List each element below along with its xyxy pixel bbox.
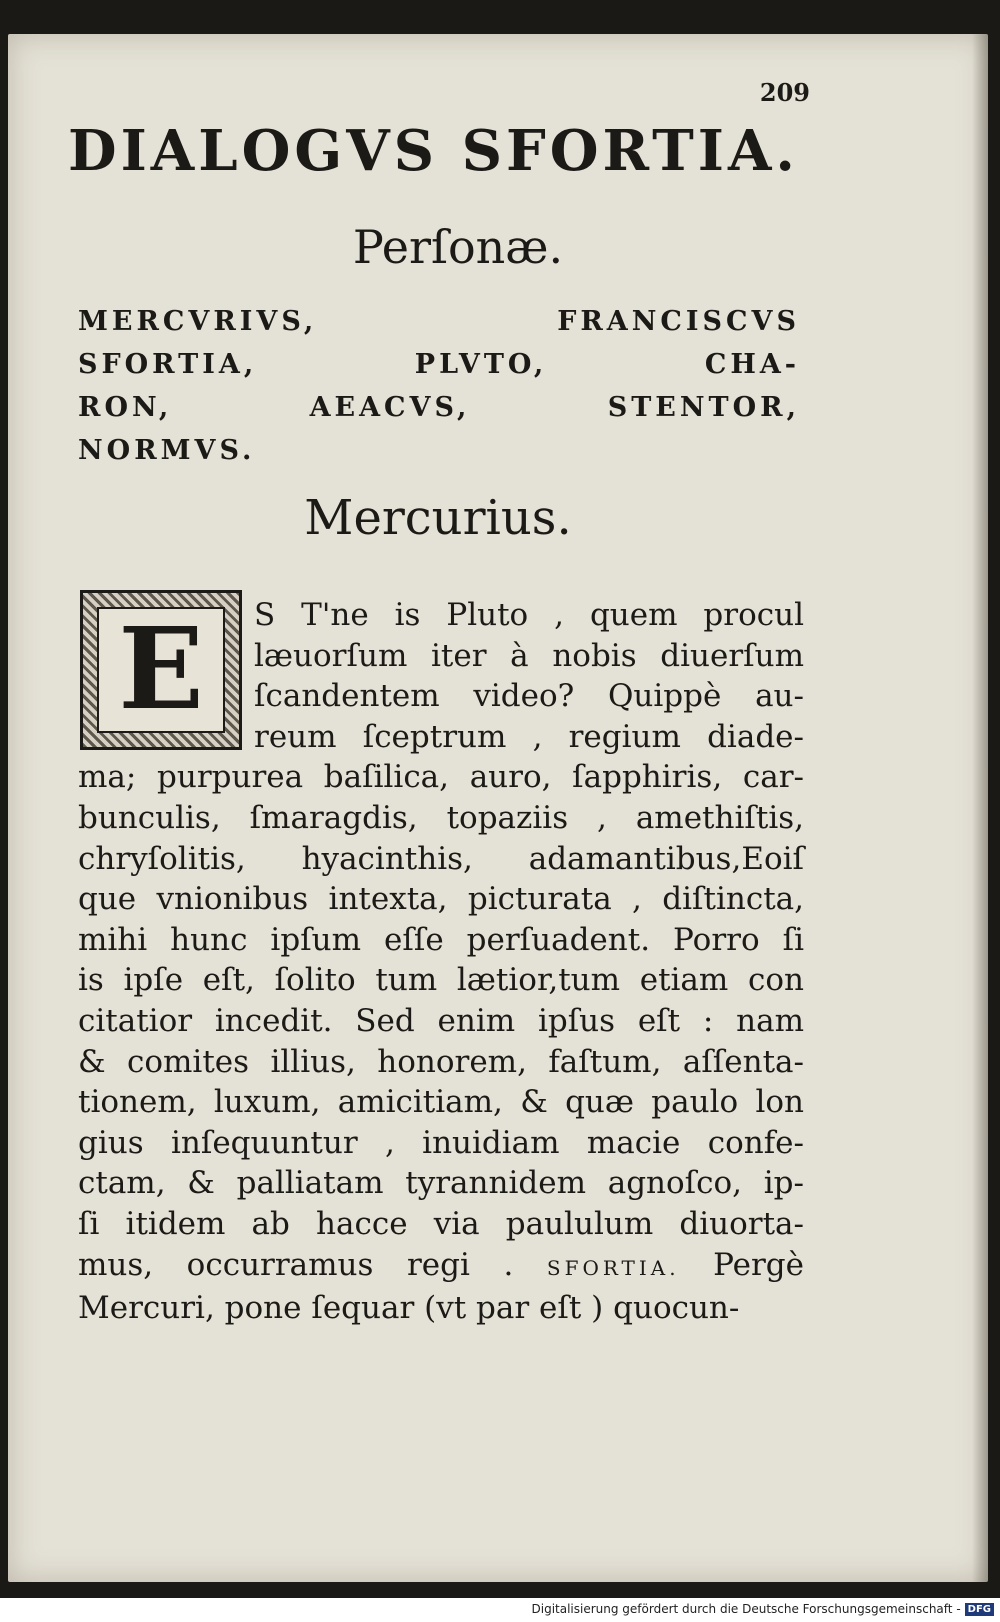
characters-line: MERCVRIVS, FRANCISCVS — [78, 306, 800, 337]
body-line: & comites illius, honorem, faſtum, aſſenta- — [78, 1043, 804, 1080]
body-text-segment: mus, occurramus regi . — [78, 1246, 547, 1283]
characters-line: RON, AEACVS, STENTOR, — [78, 392, 800, 423]
page-title: DIALOGVS SFORTIA. — [68, 118, 799, 184]
body-line: tionem, luxum, amicitiam, & quæ paulo lon — [78, 1084, 804, 1121]
page-number: 209 — [759, 78, 810, 107]
body-line-speaker-change — [78, 1245, 804, 1289]
body-line: ſi itidem ab hacce via paululum diuorta- — [78, 1205, 804, 1242]
body-line: mihi hunc ipſum eſſe perſuadent. Porro ſi — [78, 921, 804, 958]
characters-list — [78, 300, 800, 472]
personae-heading: Perſonæ. — [352, 220, 564, 274]
body-line: Mercuri, pone ſequar (vt par eſt ) quocun- — [78, 1290, 740, 1327]
characters-line: SFORTIA, PLVTO, CHA- — [78, 349, 800, 380]
drop-cap-letter: E — [118, 604, 204, 735]
digitization-credit — [532, 1602, 995, 1616]
body-line: ctam, & palliatam tyrannidem agnoſco, ip- — [78, 1165, 804, 1202]
body-line: citatior incedit. Sed enim ipſus eſt : nam — [78, 1002, 804, 1039]
body-line: bunculis, ſmaragdis, topaziis , amethiſtis, — [78, 799, 804, 836]
body-line: S T'ne is Pluto , quem procul — [254, 597, 804, 633]
body-line: læuorſum iter à nobis diuerſum — [254, 637, 804, 674]
speaker-heading: Mercurius. — [304, 490, 572, 546]
credit-text: Digitalisierung gefördert durch die Deutsche Forschungsgemeinschaft - — [531, 1602, 961, 1616]
body-line: reum ſceptrum , regium diade- — [254, 718, 804, 755]
body-line: chryſolitis, hyacinthis, adamantibus,Eoiſ — [78, 840, 804, 877]
dfg-logo: DFG — [965, 1603, 994, 1616]
body-text — [78, 595, 804, 1329]
characters-line: NORMVS. — [78, 435, 256, 466]
body-line: ma; purpurea baſilica, auro, ſapphiris, car- — [78, 759, 804, 796]
speaker-name-sforza: SFORTIA. — [546, 1255, 680, 1280]
body-text-segment: Pergè — [679, 1246, 804, 1283]
body-line: is ipſe eſt, ſolito tum lætior,tum etiam con — [78, 962, 804, 999]
page-edge-shadow — [972, 34, 988, 1582]
body-line: ſcandentem video? Quippè au- — [254, 678, 804, 715]
body-line: gius inſequuntur , inuidiam macie confe- — [78, 1124, 804, 1161]
body-line: que vnionibus intexta, picturata , diſtincta, — [78, 881, 804, 918]
